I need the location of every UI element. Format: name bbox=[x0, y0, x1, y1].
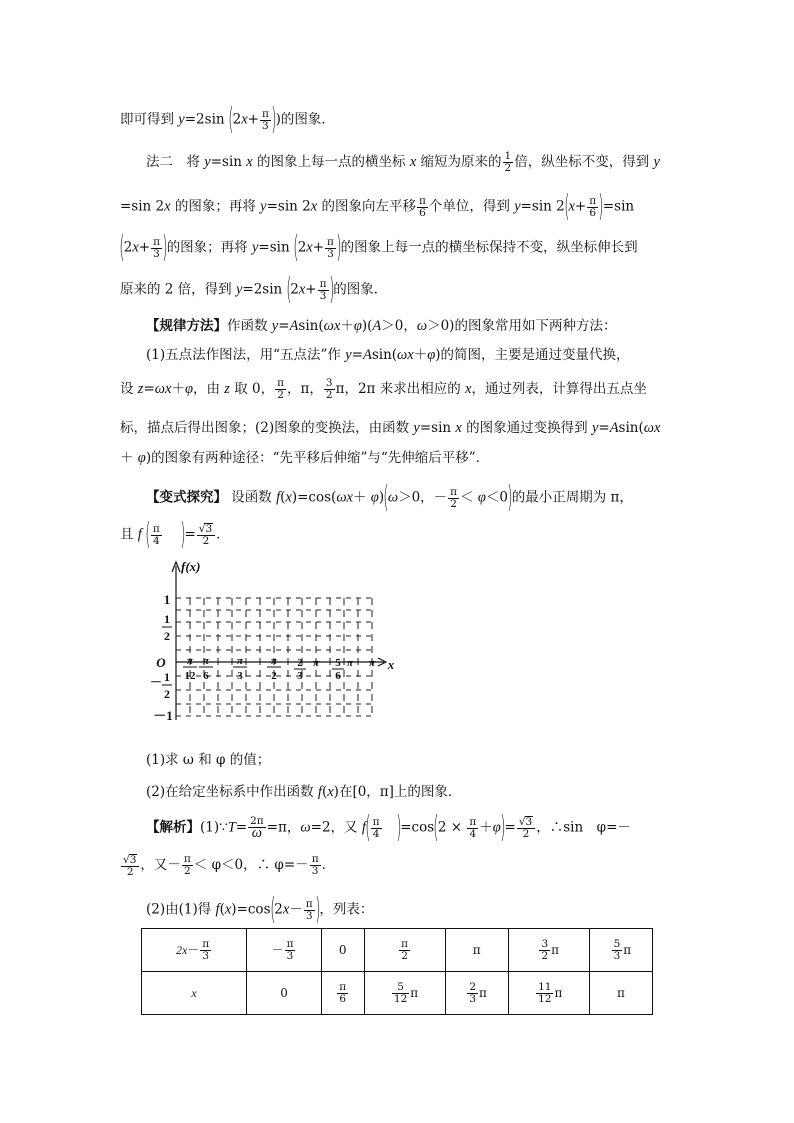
x-tick-label: 6 bbox=[203, 670, 209, 682]
x-tick-label: π bbox=[346, 657, 354, 669]
table-cell: $\frac{\pi}{2}$ bbox=[364, 929, 445, 972]
x-tick-label: π bbox=[270, 655, 278, 667]
y-tick-label: －1 bbox=[153, 708, 173, 723]
x-tick-label: 3 bbox=[237, 670, 243, 682]
table-cell: $\frac{3}{2}$ π bbox=[508, 929, 589, 972]
table-cell: $\frac{2}{3}$ π bbox=[445, 972, 508, 1015]
table-cell: π bbox=[589, 972, 652, 1015]
text-line-8: 设 z=ωx＋φ，由 z 取 0， $\frac{\pi}{2}$ ，π， $\frac{3}{2}$ π，2π 来求出相应的 x，通过列表，计算得出五点坐 bbox=[120, 377, 647, 401]
table-cell: $\frac{11}{12}$ π bbox=[508, 972, 589, 1015]
text-line-2: 法二 将 y=sin x 的图象上每一点的横坐标 x 缩短为原来的 $\frac{1}{2}$ 倍，纵坐标不变，得到 y bbox=[146, 150, 660, 174]
y-tick-label: 2 bbox=[164, 629, 170, 643]
x-tick-label: π bbox=[186, 655, 194, 667]
text-line-12: 且 f ( $\frac{\pi}{4}$ )= $\frac{√3}{2}$ ． bbox=[120, 517, 230, 552]
x-tick-label: 6 bbox=[335, 670, 341, 682]
table-cell: $\frac{5}{3}$ π bbox=[589, 929, 652, 972]
y-axis-label: f(x) bbox=[181, 559, 201, 574]
table-cell: x bbox=[142, 972, 247, 1015]
table-cell: 2x－ $\frac{\pi}{3}$ bbox=[142, 929, 247, 972]
x-tick-label: 3 bbox=[297, 670, 303, 682]
fraction: $\frac{\pi}{3}$ bbox=[261, 107, 269, 132]
x-tick-label: π bbox=[236, 655, 244, 667]
solution-line-2: $\frac{√3}{2}$ ，又－ $\frac{\pi}{2}$ ＜ φ＜0，∴ φ=－ $\frac{\pi}{3}$ ． bbox=[123, 853, 336, 878]
question-2: (2)在给定坐标系中作出函数 f(x)在[0，π]上的图象． bbox=[146, 784, 462, 800]
x-tick-label: π bbox=[202, 655, 210, 667]
solution-line-3: (2)由(1)得 f(x)=cos(2x－ $\frac{\pi}{3}$ )，列表： bbox=[146, 892, 374, 927]
text-line-7: (1)五点法作图法，用“五点法”作 y=Asin(ωx＋φ)的简图，主要是通过变量代换， bbox=[146, 347, 630, 363]
x-axis-label: x bbox=[387, 657, 395, 672]
solution-line-1: 【解析】(1)∵T= $\frac{2\pi}{\omega}$ =π，ω=2，又 f( $\frac{\pi}{4}$ )=cos(2 × $\frac{\pi}{4}$ ＋φ)= $\frac{√3}{2}$ ，∴sin φ=－ bbox=[146, 810, 631, 845]
table-row bbox=[142, 972, 653, 1015]
table-row bbox=[142, 929, 653, 972]
y-tick-label: 1 bbox=[164, 612, 170, 626]
table-cell: $\frac{5}{12}$ π bbox=[364, 972, 445, 1015]
text-line-10: ＋ φ)的图象有两种途径：“先平移后伸缩”与“先伸缩后平移”． bbox=[120, 450, 490, 466]
x-tick-label: π bbox=[312, 657, 320, 669]
x-tick-label: 2 bbox=[271, 670, 277, 682]
y-tick-label: 1 bbox=[163, 592, 171, 607]
table-cell: － $\frac{\pi}{3}$ bbox=[247, 929, 322, 972]
y-tick-label: － bbox=[149, 675, 163, 689]
text-line-9: 标，描点后得出图象；(2)图象的变换法，由函数 y=sin x 的图象通过变换得到 y=Asin(ωx bbox=[120, 420, 661, 436]
origin-label: O bbox=[156, 655, 166, 670]
table-cell: 0 bbox=[321, 929, 364, 972]
value-table bbox=[141, 928, 653, 1015]
variant-problem-heading: 【变式探究】 设函数 f(x)=cos(ωx＋ φ)(ω＞0，－ $\frac{\pi}{2}$ ＜ φ＜0)的最小正周期为 π， bbox=[146, 480, 633, 515]
table-cell: π bbox=[445, 929, 508, 972]
x-tick-label: 12 bbox=[184, 670, 196, 682]
question-1: (1)求 ω 和 φ 的值； bbox=[146, 752, 271, 768]
x-tick-label: 5 bbox=[335, 657, 341, 669]
text-line-5: 原来的 2 倍，得到 y=2sin (2x+ $\frac{\pi}{3}$ )的图象． bbox=[120, 272, 388, 307]
x-tick-label: 2 bbox=[297, 657, 303, 669]
text-line-1: 即可得到 y=2sin (2x+ $\frac{\pi}{3}$ ))的图象． bbox=[120, 102, 335, 137]
text-line-4: (2x+ $\frac{\pi}{3}$ )的图象；再将 y=sin (2x+ $\frac{\pi}{3}$ )的图象上每一点的横坐标保持不变，纵坐标伸长到 bbox=[119, 230, 638, 265]
rule-method-heading: 【规律方法】作函数 y=Asin(ωx＋φ)(A＞0，ω＞0)的图象常用如下两种方法： bbox=[146, 318, 617, 334]
table-cell: 0 bbox=[247, 972, 322, 1015]
y-tick-label: 2 bbox=[164, 687, 170, 701]
table-cell: $\frac{\pi}{6}$ bbox=[321, 972, 364, 1015]
y-tick-label: 1 bbox=[164, 670, 170, 684]
text-line-3: =sin 2x 的图象；再将 y=sin 2x 的图象向左平移 $\frac{\pi}{6}$ 个单位，得到 y=sin 2(x+ $\frac{\pi}{6}$ )=sin bbox=[120, 189, 635, 224]
x-tick-label: π bbox=[368, 657, 376, 669]
